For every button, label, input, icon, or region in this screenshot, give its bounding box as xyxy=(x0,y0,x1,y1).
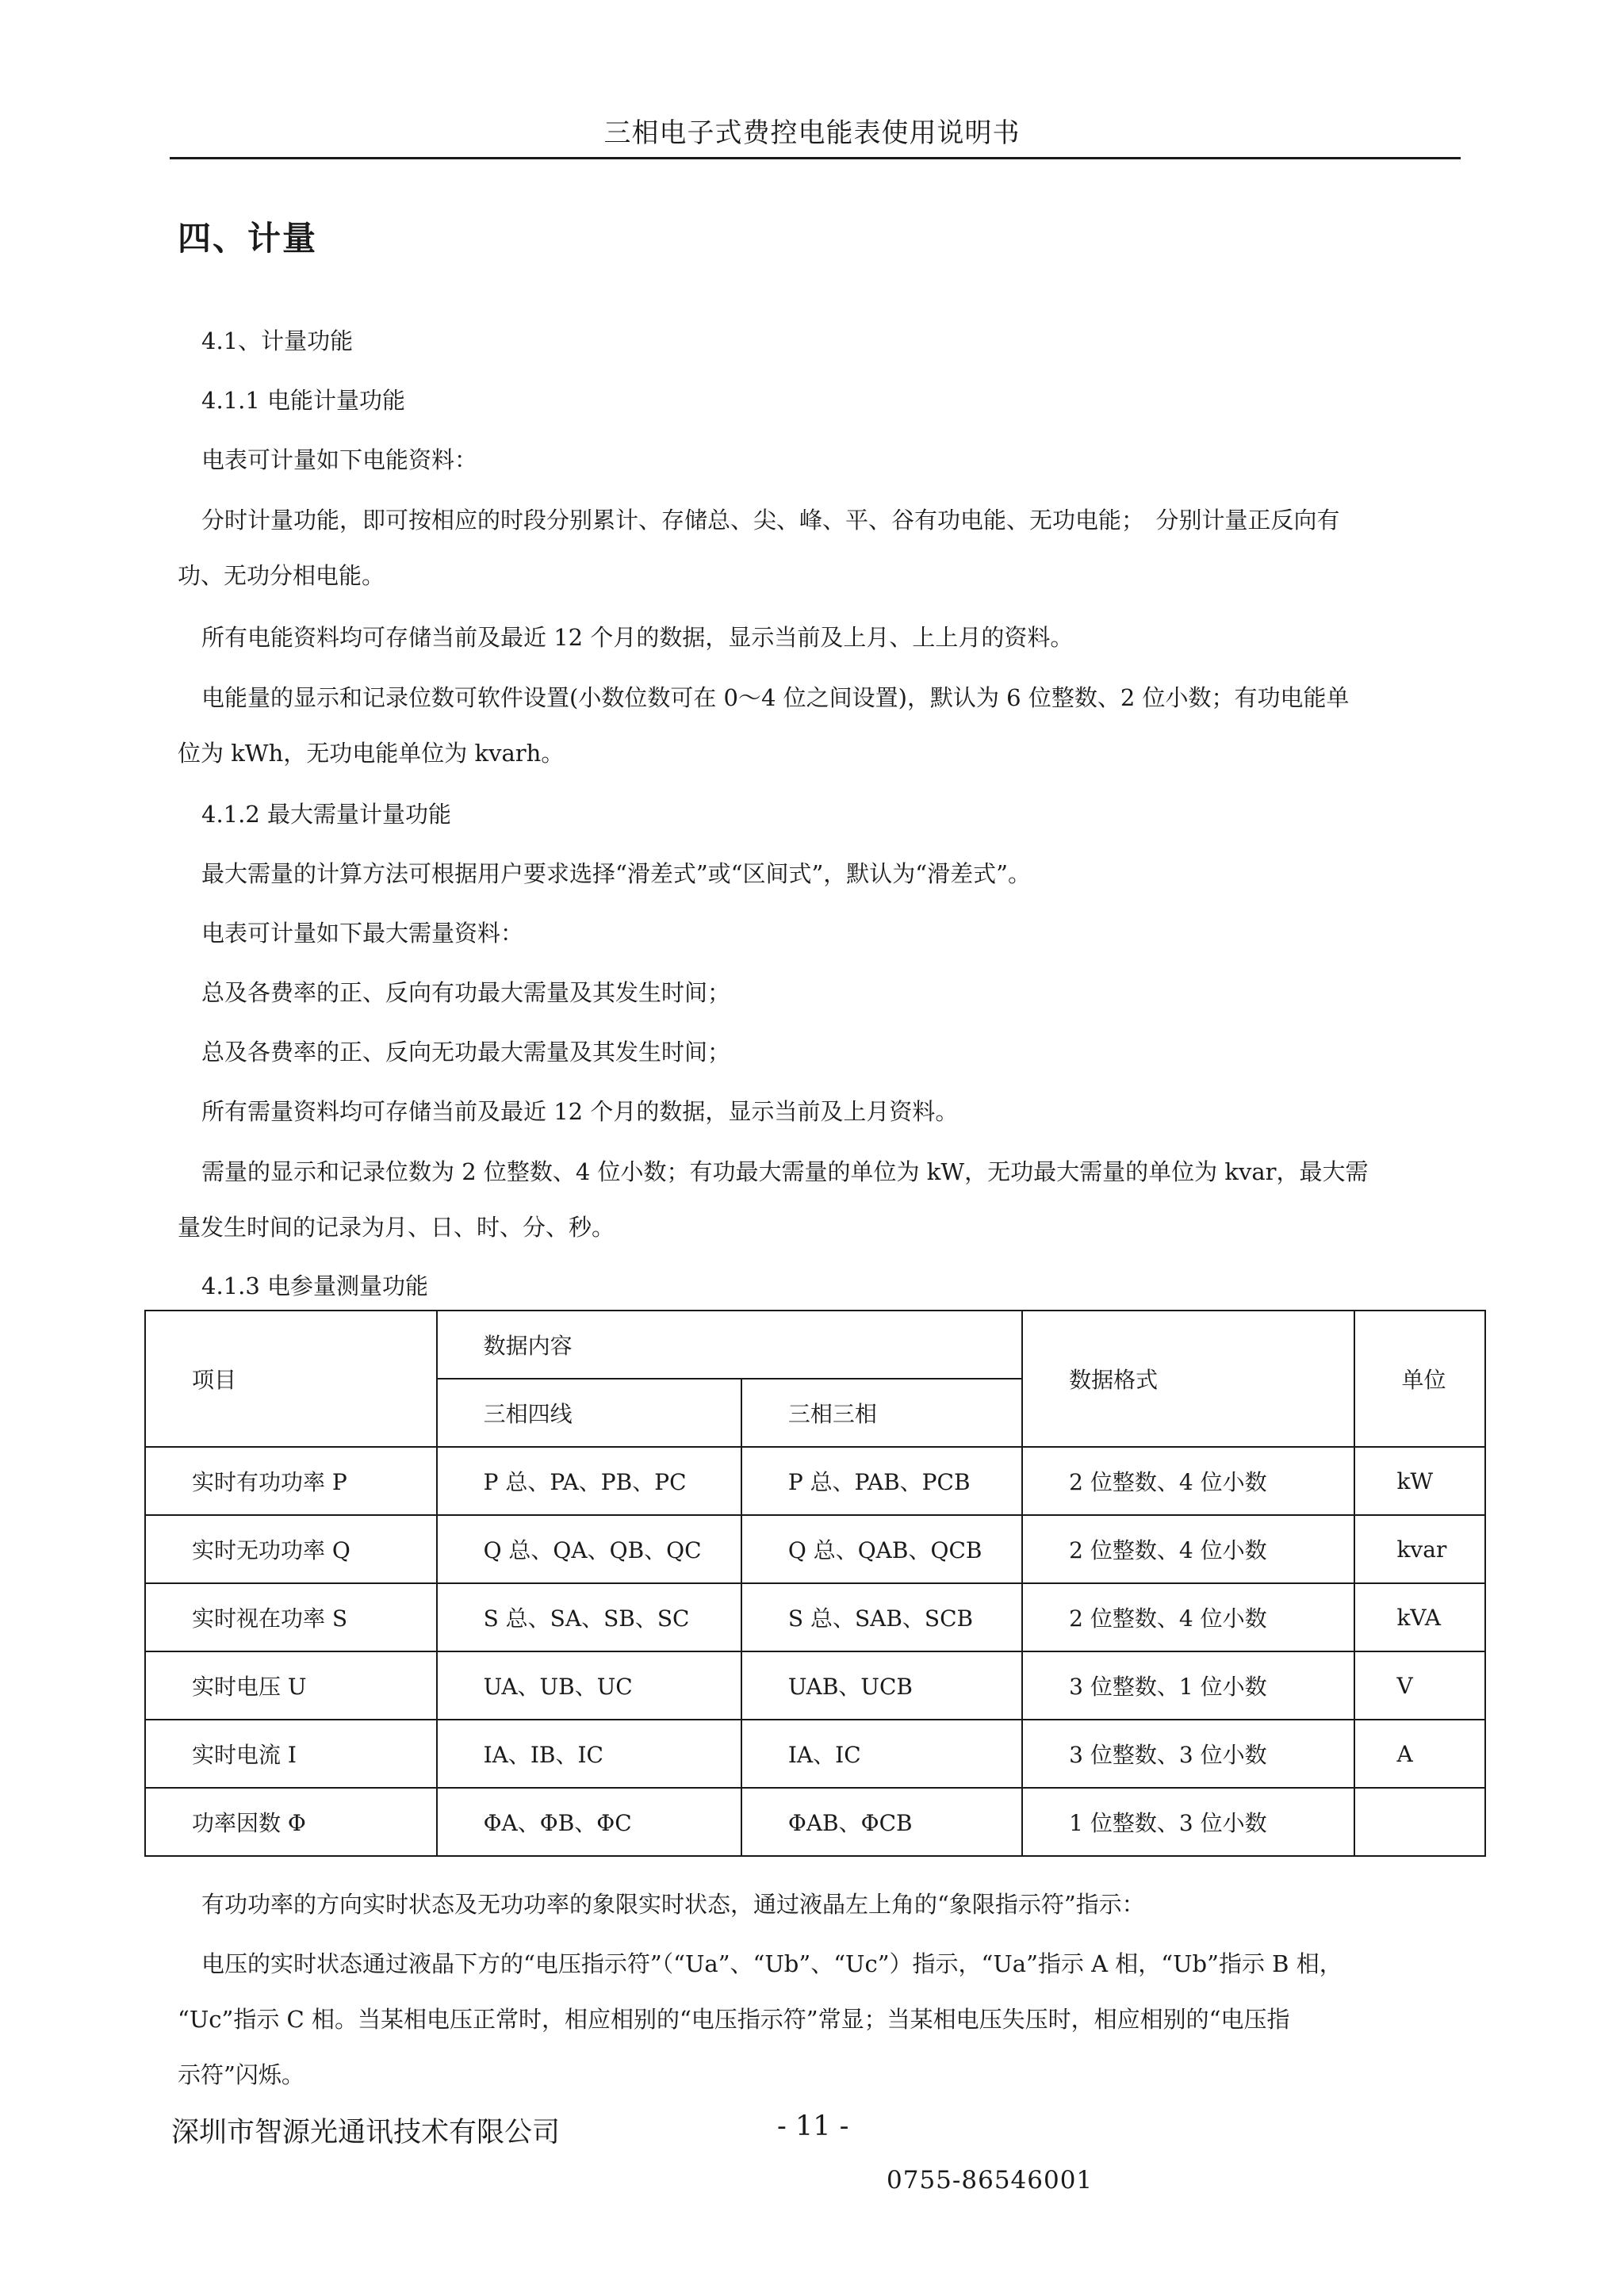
header-three-wire: 三相三相 xyxy=(741,1379,1022,1447)
cell-unit: V xyxy=(1354,1651,1485,1720)
paragraph-text: 分时计量功能，即可按相应的时段分别累计、存储总、尖、峰、平、谷有功电能、无功电能； 分别计量正反向有 xyxy=(201,507,1340,534)
cell-unit: kW xyxy=(1354,1447,1485,1515)
paragraph-line: 量发生时间的记录为月、日、时、分、秒。 xyxy=(178,1214,615,1241)
cell-four-wire: UA、UB、UC xyxy=(437,1651,741,1720)
footer-company-name: 深圳市智源光通讯技术有限公司 xyxy=(171,2117,561,2149)
cell-format: 1 位整数、3 位小数 xyxy=(1022,1788,1354,1856)
cell-four-wire: Q 总、QA、QB、QC xyxy=(437,1515,741,1583)
cell-unit: kVA xyxy=(1354,1583,1485,1651)
header-format: 数据格式 xyxy=(1022,1311,1354,1447)
cell-item: 实时无功功率 Q xyxy=(145,1515,437,1583)
header-content: 数据内容 xyxy=(437,1311,1023,1379)
cell-three-wire: ΦAB、ΦCB xyxy=(741,1788,1022,1856)
cell-four-wire: P 总、PA、PB、PC xyxy=(437,1447,741,1515)
cell-item: 功率因数 Φ xyxy=(145,1788,437,1856)
footer-phone: 0755-86546001 xyxy=(887,2166,1094,2195)
subsection-4-1-3 xyxy=(178,1272,1462,1299)
paragraph-text: 电压的实时状态通过液晶下方的“电压指示符”（“Ua”、“Ub”、“Uc”）指示，“Ua”指示 A 相，“Ub”指示 B 相， xyxy=(201,1950,1342,1977)
subsection-4-1 xyxy=(178,327,1462,354)
paragraph-line: 示符”闪烁。 xyxy=(178,2061,304,2088)
subsection-4-1-3-text: 4.1.3 电参量测量功能 xyxy=(201,1272,429,1299)
paragraph-text: 总及各费率的正、反向有功最大需量及其发生时间； xyxy=(201,979,731,1006)
paragraph-line: 位为 kWh，无功电能单位为 kvarh。 xyxy=(178,740,565,767)
cell-three-wire: UAB、UCB xyxy=(741,1651,1022,1720)
cell-format: 2 位整数、4 位小数 xyxy=(1022,1447,1354,1515)
paragraph-line xyxy=(178,1144,1470,1200)
header-four-wire: 三相四线 xyxy=(437,1379,741,1447)
cell-four-wire: IA、IB、IC xyxy=(437,1720,741,1788)
cell-item: 实时有功功率 P xyxy=(145,1447,437,1515)
paragraph xyxy=(178,670,1470,781)
paragraph-text: 最大需量的计算方法可根据用户要求选择“滑差式”或“区间式”，默认为“滑差式”。 xyxy=(201,860,1031,887)
cell-three-wire: P 总、PAB、PCB xyxy=(741,1447,1022,1515)
measurement-table xyxy=(144,1310,1486,1857)
cell-format: 3 位整数、1 位小数 xyxy=(1022,1651,1354,1720)
cell-unit: kvar xyxy=(1354,1515,1485,1583)
cell-three-wire: IA、IC xyxy=(741,1720,1022,1788)
document-header-title: 三相电子式费控电能表使用说明书 xyxy=(603,117,1021,149)
section-title: 四、计量 xyxy=(178,219,318,258)
paragraph-text: 需量的显示和记录位数为 2 位整数、4 位小数；有功最大需量的单位为 kW，无功最大需量的单位为 kvar，最大需 xyxy=(201,1158,1369,1185)
table-row xyxy=(145,1515,1485,1583)
header-unit: 单位 xyxy=(1354,1311,1485,1447)
paragraph xyxy=(178,1893,1462,1916)
subsection-4-1-text: 4.1、计量功能 xyxy=(201,327,354,354)
paragraph-text: 电表可计量如下电能资料： xyxy=(201,446,478,473)
table-row xyxy=(145,1447,1485,1515)
paragraph-line: “Uc”指示 C 相。当某相电压正常时，相应相别的“电压指示符”常显；当某相电压失压时，相应相别的“电压指 xyxy=(178,2006,1290,2033)
paragraph xyxy=(178,446,1462,473)
subsection-4-1-1 xyxy=(178,389,1462,412)
paragraph xyxy=(178,922,1462,945)
paragraph xyxy=(178,979,1462,1006)
paragraph xyxy=(178,626,1462,649)
paragraph xyxy=(178,1100,1462,1123)
paragraph-line: 功、无功分相电能。 xyxy=(178,562,385,589)
subsection-4-1-2-text: 4.1.2 最大需量计量功能 xyxy=(201,801,452,828)
paragraph-text: 电表可计量如下最大需量资料： xyxy=(201,920,524,947)
cell-three-wire: S 总、SAB、SCB xyxy=(741,1583,1022,1651)
paragraph xyxy=(178,860,1462,887)
cell-four-wire: ΦA、ΦB、ΦC xyxy=(437,1788,741,1856)
page-number: - 11 - xyxy=(777,2110,849,2142)
subsection-4-1-1-text: 4.1.1 电能计量功能 xyxy=(201,387,406,414)
paragraph-text: 电能量的显示和记录位数可软件设置(小数位数可在 0～4 位之间设置)，默认为 6 位整数、2 位小数；有功电能单 xyxy=(201,684,1350,711)
paragraph-text: 所有需量资料均可存储当前及最近 12 个月的数据，显示当前及上月资料。 xyxy=(201,1098,959,1125)
paragraph-line xyxy=(178,1936,1470,1992)
table-row xyxy=(145,1583,1485,1651)
cell-four-wire: S 总、SA、SB、SC xyxy=(437,1583,741,1651)
cell-item: 实时电压 U xyxy=(145,1651,437,1720)
table-row xyxy=(145,1788,1485,1856)
paragraph-line xyxy=(178,670,1470,725)
paragraph-line xyxy=(178,492,1470,548)
cell-unit xyxy=(1354,1788,1485,1856)
header-divider xyxy=(170,157,1461,159)
table-row xyxy=(145,1651,1485,1720)
paragraph-text: 所有电能资料均可存储当前及最近 12 个月的数据，显示当前及上月、上上月的资料。 xyxy=(201,624,1074,651)
cell-format: 2 位整数、4 位小数 xyxy=(1022,1515,1354,1583)
paragraph xyxy=(178,1936,1470,2103)
paragraph xyxy=(178,492,1470,603)
table-row xyxy=(145,1720,1485,1788)
cell-item: 实时视在功率 S xyxy=(145,1583,437,1651)
cell-item: 实时电流 I xyxy=(145,1720,437,1788)
cell-unit: A xyxy=(1354,1720,1485,1788)
table-header-row xyxy=(145,1311,1485,1379)
cell-three-wire: Q 总、QAB、QCB xyxy=(741,1515,1022,1583)
cell-format: 3 位整数、3 位小数 xyxy=(1022,1720,1354,1788)
paragraph-text: 有功功率的方向实时状态及无功功率的象限实时状态，通过液晶左上角的“象限指示符”指示： xyxy=(201,1891,1145,1918)
paragraph-text: 总及各费率的正、反向无功最大需量及其发生时间； xyxy=(201,1039,731,1066)
paragraph xyxy=(178,1144,1470,1255)
subsection-4-1-2 xyxy=(178,803,1462,826)
cell-format: 2 位整数、4 位小数 xyxy=(1022,1583,1354,1651)
header-item: 项目 xyxy=(145,1311,437,1447)
paragraph xyxy=(178,1041,1462,1064)
